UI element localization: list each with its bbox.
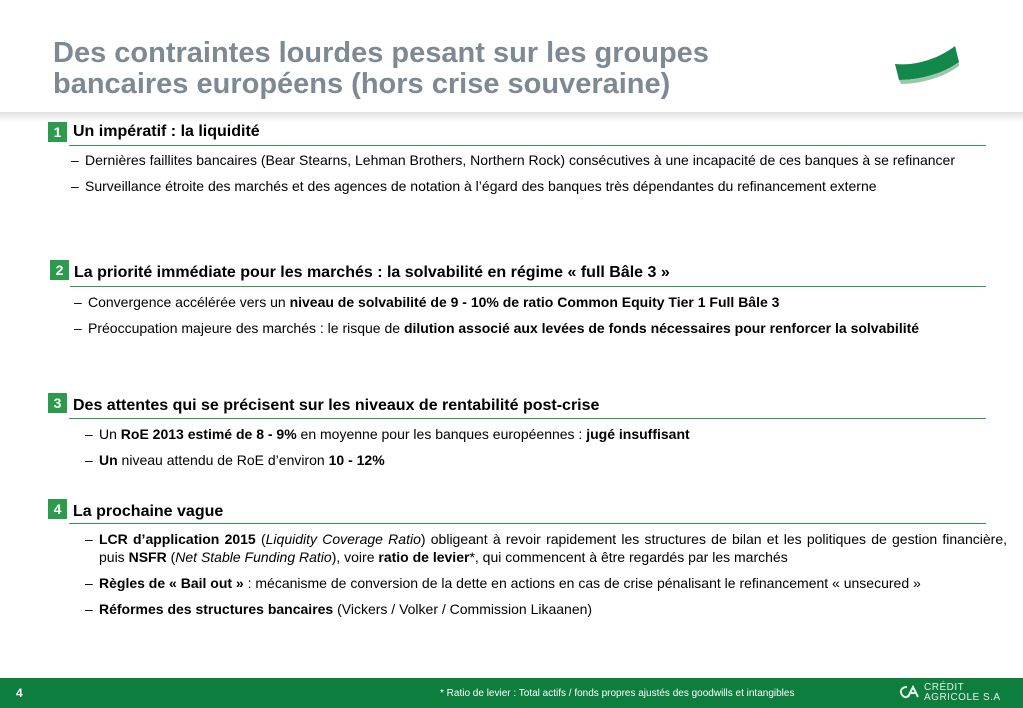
bullet-list: [74, 293, 954, 345]
bullet-list: [85, 530, 1007, 626]
section-divider: [69, 145, 986, 146]
bullet-dash: –: [85, 575, 93, 591]
bullet-item: [74, 293, 954, 311]
section-divider: [69, 523, 986, 524]
section-number-badge: 4: [48, 499, 67, 519]
bullet-item: [85, 451, 965, 469]
bullet-text: ) obligeant à revoir rapidement les structures de bilan et les politiques de gestion financière, puis: [99, 531, 1007, 565]
section-number-badge: 1: [48, 122, 67, 142]
brand-line-1: CRÉDIT: [924, 682, 965, 693]
section-number-badge: 2: [50, 260, 69, 280]
footer-bar: [0, 678, 1023, 708]
bullet-item: [85, 600, 1007, 618]
bullet-text: jugé insuffisant: [586, 426, 690, 442]
bullet-item: [85, 530, 1007, 566]
bullet-item: [74, 319, 954, 337]
bullet-text: *, qui commencent à être regardés par les marchés: [469, 549, 788, 565]
bullet-text: niveau attendu de RoE d’environ: [117, 452, 329, 468]
bullet-dash: –: [85, 601, 93, 617]
bullet-dash: –: [74, 320, 82, 336]
section-divider: [69, 418, 986, 419]
footnote: * Ratio de levier : Total actifs / fonds propres ajustés des goodwills et intangibles: [440, 688, 795, 699]
bullet-dash: –: [71, 152, 79, 168]
bullet-text: Dernières faillites bancaires (Bear Stearns, Lehman Brothers, Northern Rock) consécutives à une incapacité de ces banques à se refinancer: [85, 152, 956, 168]
bullet-text: (: [255, 531, 266, 547]
slide-title-line-2: bancaires européens (hors crise souveraine): [53, 68, 671, 100]
bullet-text: Réformes des structures bancaires: [99, 601, 334, 617]
bullet-list: [85, 425, 965, 477]
bullet-text: Un: [99, 426, 121, 442]
credit-agricole-leaf-logo-icon: [893, 42, 961, 86]
bullet-list: [71, 151, 961, 203]
bullet-text: ratio de levier: [378, 549, 470, 565]
bullet-text: RoE 2013 estimé de 8 - 9%: [120, 426, 297, 442]
bullet-dash: –: [85, 426, 93, 442]
bullet-dash: –: [71, 178, 79, 194]
bullet-item: [71, 151, 961, 169]
bullet-text: NSFR: [128, 549, 167, 565]
bullet-text: Règles de « Bail out »: [99, 575, 244, 591]
bullet-text: Préoccupation majeure des marchés : le risque de: [88, 320, 404, 336]
section-divider: [70, 286, 986, 287]
bullet-text: (Vickers / Volker / Commission Likaanen): [333, 601, 593, 617]
slide-title-line-1: Des contraintes lourdes pesant sur les groupes: [53, 37, 709, 69]
section-heading: La priorité immédiate pour les marchés : la solvabilité en régime « full Bâle 3 »: [74, 264, 670, 281]
bullet-text: Un: [99, 452, 118, 468]
bullet-text: LCR d’application 2015: [99, 531, 256, 547]
section-heading: Des attentes qui se précisent sur les niveaux de rentabilité post-crise: [73, 397, 600, 414]
bullet-text: (: [166, 549, 176, 565]
bullet-text: Surveillance étroite des marchés et des agences de notation à l’égard des banques très dépendantes du refinancement externe: [85, 178, 877, 194]
page-number: 4: [16, 686, 23, 700]
section-heading: La prochaine vague: [73, 503, 224, 520]
bullet-text: niveau de solvabilité de 9 - 10% de ratio Common Equity Tier 1 Full Bâle 3: [289, 294, 780, 310]
bullet-item: [71, 177, 961, 195]
bullet-text: ), voire: [331, 549, 379, 565]
bullet-text: Net Stable Funding Ratio: [175, 549, 332, 565]
section-heading: Un impératif : la liquidité: [73, 123, 260, 140]
bullet-dash: –: [85, 452, 93, 468]
section-number-badge: 3: [48, 393, 67, 413]
title-shadow-divider: [0, 112, 1023, 122]
bullet-text: Liquidity Coverage Ratio: [265, 531, 421, 547]
slide-title: [53, 38, 813, 100]
bullet-item: [85, 574, 1007, 592]
bullet-text: dilution associé aux levées de fonds nécessaires pour renforcer la solvabilité: [403, 320, 920, 336]
credit-agricole-monogram-icon: [898, 685, 920, 699]
bullet-text: : mécanisme de conversion de la dette en actions en cas de crise pénalisant le refinancement « unsecured »: [243, 575, 921, 591]
bullet-dash: –: [85, 531, 93, 547]
bullet-text: en moyenne pour les banques européennes :: [296, 426, 587, 442]
brand-line-2: AGRICOLE S.A: [924, 692, 1001, 703]
bullet-item: [85, 425, 965, 443]
bullet-text: Convergence accélérée vers un: [88, 294, 290, 310]
bullet-dash: –: [74, 294, 82, 310]
bullet-text: 10 - 12%: [328, 452, 385, 468]
